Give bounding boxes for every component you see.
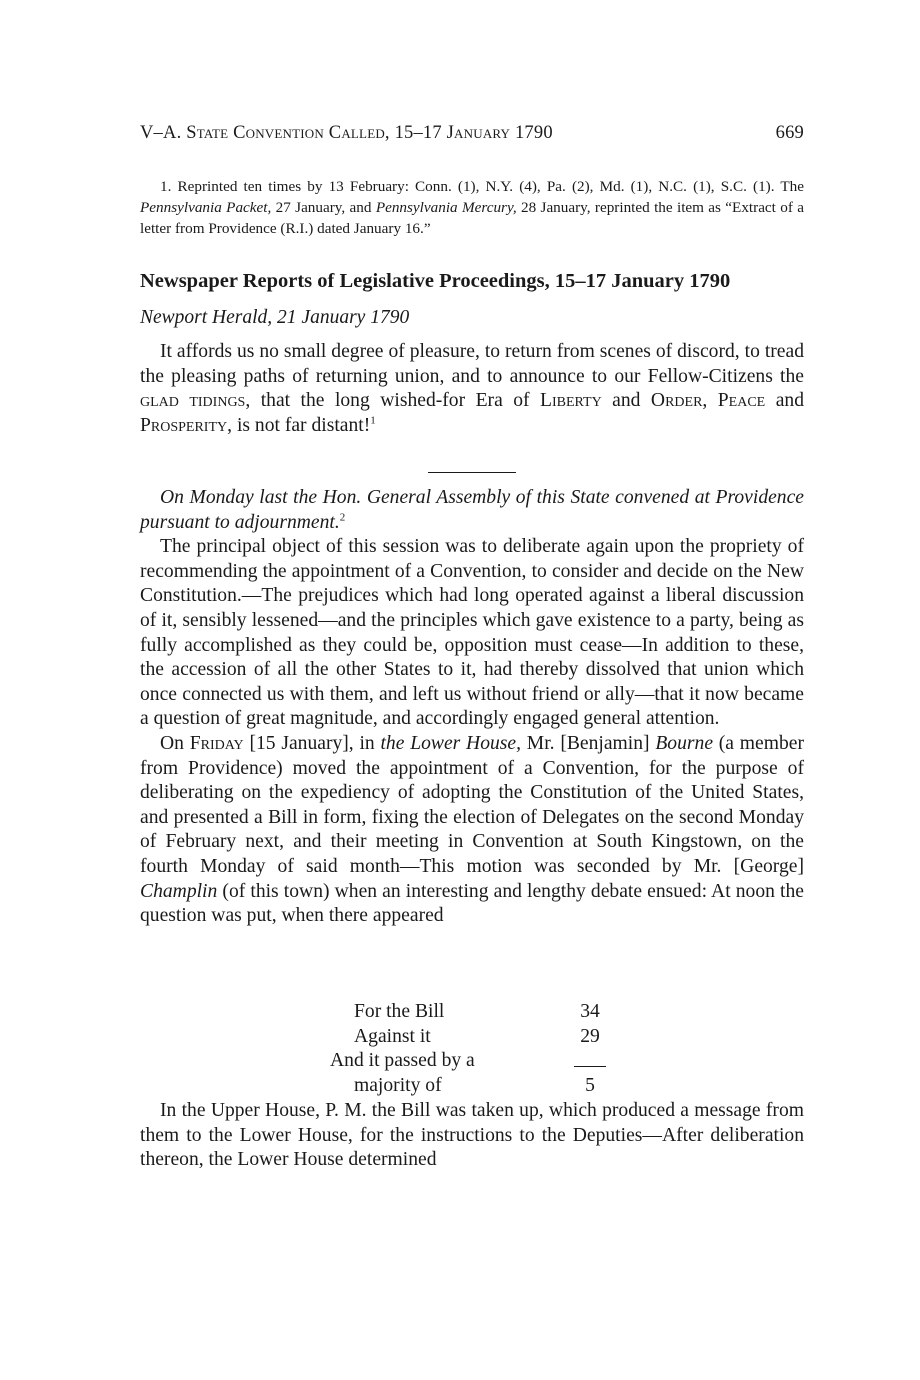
p1-prosperity: Prosperity [140,414,228,436]
footnote-text-3: 28 January, reprinted the item as “Extract of a letter from Providence (R.I.) dated January 16.” [140,198,804,237]
running-head-prefix: V–A. [140,123,187,143]
p4-text-a: On [160,732,190,754]
p4-text-b: [15 January], in [243,732,381,754]
running-head-title: State Convention Called [186,123,385,143]
running-head-year: 1790 [510,123,553,143]
p1-glad-tidings: glad tidings [140,390,246,412]
tally-row-against [330,1025,620,1050]
footnote-text-2: 27 January, and [271,198,376,216]
tally-passed-label: And it passed by a [330,1050,475,1072]
p4-friday: Friday [189,732,244,754]
p1-peace: Peace [717,390,766,412]
tally-for-label: For the Bill [354,1001,445,1022]
p1-text-b: , that the long wished-for Era of [245,390,541,412]
tally-row-passed [330,1049,620,1074]
section-title: Newspaper Reports of Legislative Proceedings, 15–17 January 1790 [140,270,731,292]
p4-text-c: Mr. [Benjamin] [521,732,656,754]
source-line: Newport Herald, 21 January 1790 [140,307,410,328]
tally-row-majority [330,1074,620,1099]
tally-sum-rule [574,1066,606,1067]
p1-text-d: , [702,390,718,412]
p1-order: Order [650,390,703,412]
paragraph-2-block [140,486,804,929]
page-number: 669 [775,123,804,143]
p4-champlin: Champlin [140,880,218,902]
running-head-dates: , 15–17 [384,123,447,143]
footnote-marker-1: 1 [370,414,376,427]
footnote-text-1: 1. Reprinted ten times by 13 February: Conn. (1), N.Y. (4), Pa. (2), Md. (1), N.C. (1), S.C. (1). The [160,178,804,195]
tally-for-value: 34 [580,1001,600,1022]
tally-against-value: 29 [580,1025,600,1047]
vote-tally [330,1000,620,1098]
footnote-italic-1: Pennsylvania Packet, [140,198,272,216]
tally-majority-label: majority of [354,1074,442,1096]
paragraph-3: The principal object of this session was to deliberate again upon the propriety of recommending the appointment of a Convention, to consider and decide on the New Constitution.—The prejudices which had long operated against a liberal discussion of it, sensibly lessened—and the principles which gave existence to a party, being as fully accomplished as they could be, opposition must cease—In addition to these, the accession of all the other States to it, had thereby dissolved that union which once connected us with them, and left us without friend or ally—that it now became a question of great magnitude, and accordingly engaged general attention. [140,536,804,730]
p1-text-e: and [765,390,804,412]
p4-bourne: Bourne [655,732,714,754]
p4-text-d: (a member from Providence) moved the appointment of a Convention, for the purpose of deliberating on the expediency of adopting the Constitution of the United States, and presented a Bill in form, fixing the election of Delegates on the second Monday of February next, and their meeting in Convention at South Kingstown, on the fourth Monday of said month—This motion was seconded by Mr. [George] [140,732,804,877]
paragraph-5-block [140,1099,804,1173]
running-head [140,123,804,144]
p1-text-a: It affords us no small degree of pleasure, to return from scenes of discord, to tread the pleasing paths of returning union, and to announce to our Fellow-Citizens the [140,341,804,387]
p4-lower-house: the Lower House, [380,732,522,754]
tally-majority-value: 5 [585,1074,595,1096]
paragraph-5: In the Upper House, P. M. the Bill was taken up, which produced a message from them to the Lower House, for the instructions to the Deputies—After deliberation thereon, the Lower House determined [140,1100,804,1171]
p1-text-f: , is not far distant! [227,414,371,436]
paragraph-1 [140,340,804,438]
paragraph-4 [140,732,804,929]
p4-text-e: (of this town) when an interesting and lengthy debate ensued: At noon the question was put, when there appeared [140,880,804,927]
running-head-month: January [446,123,511,143]
tally-against-label: Against it [354,1025,431,1047]
footnote [140,177,804,239]
p1-liberty: Liberty [540,390,602,412]
separator-rule [428,472,516,473]
footnote-marker-2: 2 [339,511,346,524]
tally-row-for [330,1000,620,1025]
p1-text-c: and [601,390,651,412]
p2-text: On Monday last the Hon. General Assembly of this State convened at Providence pursuant to adjournment. [140,487,804,533]
footnote-italic-2: Pennsylvania Mercury, [375,198,517,216]
